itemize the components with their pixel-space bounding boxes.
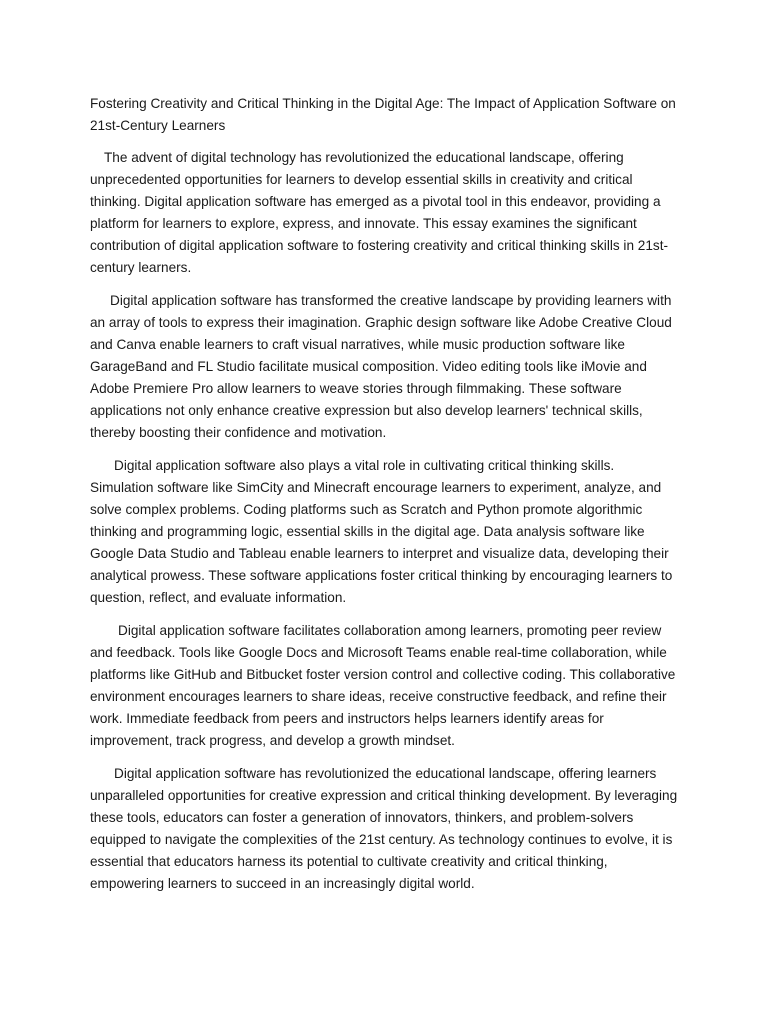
paragraph-introduction: The advent of digital technology has revolutionized the educational landscape, offering unprecedented opportunities for learners to develop essential skills in creativity and critical thinking. Digital application software has emerged as a pivotal tool in this endeavor, providing a platform for learners to explore, express, and innovate. This essay examines the significant contribution of digital application software to fostering creativity and critical thinking skills in 21st-century learners. — [90, 150, 669, 275]
paragraph-critical-thinking: Digital application software also plays a vital role in cultivating critical thinking skills. Simulation software like SimCity and Minecraft encourage learners to experiment, analyze, and solve complex problems. Coding platforms such as Scratch and Python promote algorithmic thinking and programming logic, essential skills in the digital age. Data analysis software like Google Data Studio and Tableau enable learners to interpret and visualize data, developing their analytical prowess. These software applications foster critical thinking by encouraging learners to question, reflect, and evaluate information. — [90, 458, 673, 605]
paragraph-creativity: Digital application software has transformed the creative landscape by providing learners with an array of tools to express their imagination. Graphic design software like Adobe Creative Cloud and Canva enable learners to craft visual narratives, while music production software like GarageBand and FL Studio facilitate musical composition. Video editing tools like iMovie and Adobe Premiere Pro allow learners to weave stories through filmmaking. These software applications not only enhance creative expression but also develop learners' technical skills, thereby boosting their confidence and motivation. — [90, 293, 672, 440]
paragraph-collaboration: Digital application software facilitates collaboration among learners, promoting peer review and feedback. Tools like Google Docs and Microsoft Teams enable real-time collaboration, while platforms like GitHub and Bitbucket foster version control and collective coding. This collaborative environment encourages learners to share ideas, receive constructive feedback, and refine their work. Immediate feedback from peers and instructors helps learners identify areas for improvement, track progress, and develop a growth mindset. — [90, 623, 676, 748]
document-title: Fostering Creativity and Critical Thinking in the Digital Age: The Impact of Application Software on 21st-Century Learners — [90, 96, 676, 133]
paragraph-conclusion: Digital application software has revolutionized the educational landscape, offering learners unparalleled opportunities for creative expression and critical thinking development. By leveraging these tools, educators can foster a generation of innovators, thinkers, and problem-solvers equipped to navigate the complexities of the 21st century. As technology continues to evolve, it is essential that educators harness its potential to cultivate creativity and critical thinking, empowering learners to succeed in an increasingly digital world. — [90, 766, 678, 891]
